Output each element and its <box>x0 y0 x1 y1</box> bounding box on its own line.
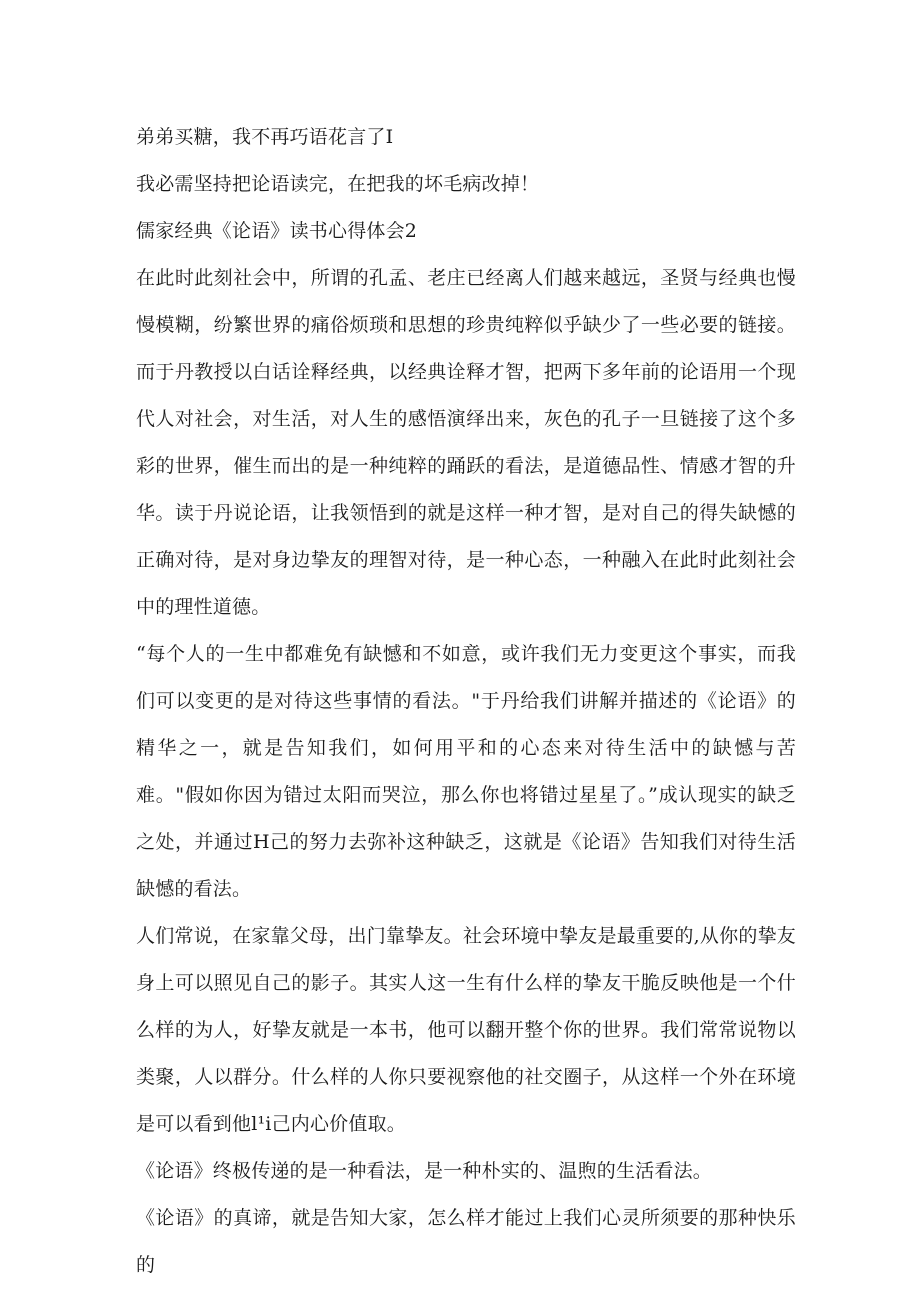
paragraph-7: 《论语》终极传递的是一种看法，是一种朴实的、温煦的生活看法。 <box>136 1160 713 1182</box>
paragraph-4: 在此时此刻社会中，所谓的孔孟、老庄已经离人们越来越远，圣贤与经典也慢慢模糊，纷繁世界的痛俗烦琐和思想的珍贵纯粹似乎缺少了一些必要的链接。而于丹教授以白话诠释经典，以经典诠释才智，把两下多年前的论语用一个现代人对社会，对生活，对人生的感悟演绎出来，灰色的孔子一旦链接了这个多彩的世界，催生而出的是一种纯粹的踊跃的看法，是道德品性、情感才智的升华。读于丹说论语，让我领悟到的就是这样一种才智，是对自己的得失缺憾的正确对待，是对身边挚友的理智对待，是一种心态，一种融入在此时此刻社会中的理性道德。 <box>136 267 796 618</box>
section-heading: 儒家经典《论语》读书心得体会2 <box>136 220 418 242</box>
paragraph-5: “每个人的一生中都难免有缺憾和不如意，或许我们无力变更这个事实，而我们可以变更的是对待这些事情的看法。"于丹给我们讲解并描述的《论语》的精华之一，就是告知我们，如何用平和的心态来对待生活中的缺憾与苦难。"假如你因为错过太阳而哭泣，那么你也将错过星星了。”成认现实的缺乏之处，并通过H己的努力去弥补这种缺乏，这就是《论语》告知我们对待生活缺憾的看法。 <box>136 643 796 900</box>
paragraph-8: 《论语》的真谛，就是告知大家，怎么样才能过上我们心灵所须要的那种快乐的 <box>136 1207 796 1276</box>
paragraph-1: 弟弟买糖，我不再巧语花言了I <box>136 126 394 148</box>
document-body <box>136 114 796 1289</box>
paragraph-2: 我必需坚持把论语读完，在把我的坏毛病改掉！ <box>136 173 540 195</box>
paragraph-6: 人们常说，在家靠父母，出门靠挚友。社会环境中挚友是最重要的,从你的挚友身上可以照见自己的影子。其实人这一生有什么样的挚友干脆反映他是一个什么样的为人，好挚友就是一本书，他可以翻开整个你的世界。我们常常说物以类聚，人以群分。什么样的人你只要视察他的社交圈子，从这样一个外在环境是可以看到他l¹i己内心价值取。 <box>136 925 796 1135</box>
